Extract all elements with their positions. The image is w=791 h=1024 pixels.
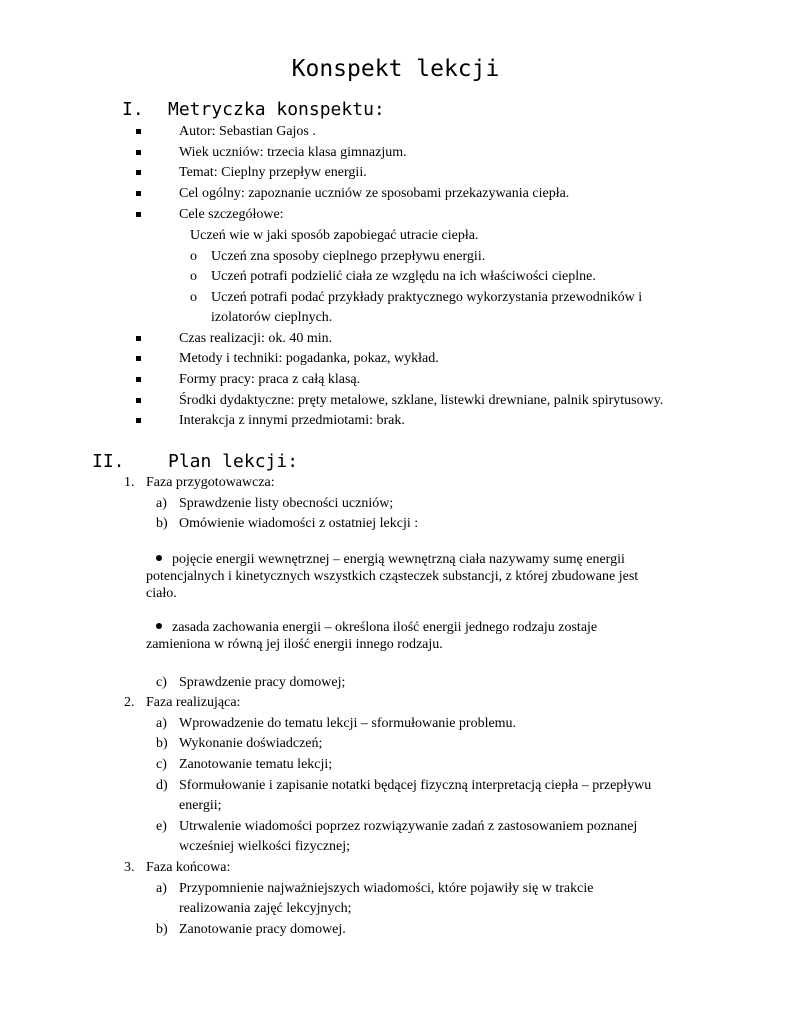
bullet-paragraph: pojęcie energii wewnętrznej – energią wewnętrzną ciała nazywamy sumę energii (156, 550, 625, 570)
item-letter: b) (156, 516, 168, 531)
item-letter: d) (156, 778, 168, 793)
phase-item-continuation: energii; (179, 798, 222, 813)
item-letter: c) (156, 675, 167, 690)
phase-number: 2. (124, 695, 135, 710)
phase-label: Faza przygotowawcza: (146, 475, 275, 490)
phase-label: Faza końcowa: (146, 860, 231, 875)
list-item: Cele szczegółowe: (179, 207, 284, 222)
square-bullet-icon (136, 170, 141, 175)
phase-item: Omówienie wiadomości z ostatniej lekcji : (179, 516, 419, 531)
square-bullet-icon (136, 212, 141, 217)
list-item: Metody i techniki: pogadanka, pokaz, wykład. (179, 351, 439, 366)
item-letter: b) (156, 736, 168, 751)
square-bullet-icon (136, 129, 141, 134)
item-letter: a) (156, 496, 167, 511)
phase-number: 1. (124, 475, 135, 490)
goal-item: Uczeń potrafi podzielić ciała ze względu na ich właściwości cieplne. (211, 269, 596, 284)
item-letter: b) (156, 922, 168, 937)
bullet-paragraph-line: ciało. (146, 586, 177, 601)
round-bullet-icon (156, 623, 162, 629)
square-bullet-icon (136, 398, 141, 403)
phase-item-continuation: realizowania zajęć lekcyjnych; (179, 901, 352, 916)
goal-item: Uczeń potrafi podać przykłady praktycznego wykorzystania przewodników i (211, 290, 643, 305)
phase-item-continuation: wcześniej wielkości fizycznej; (179, 839, 351, 854)
phase-item: Utrwalenie wiadomości poprzez rozwiązywanie zadań z zastosowaniem poznanej (179, 819, 638, 834)
page-title: Konspekt lekcji (291, 56, 500, 82)
item-letter: c) (156, 757, 167, 772)
phase-number: 3. (124, 860, 135, 875)
square-bullet-icon (136, 191, 141, 196)
phase-label: Faza realizująca: (146, 695, 241, 710)
list-item: Czas realizacji: ok. 40 min. (179, 331, 333, 346)
list-item: Formy pracy: praca z całą klasą. (179, 372, 361, 387)
list-item: Wiek uczniów: trzecia klasa gimnazjum. (179, 145, 407, 160)
square-bullet-icon (136, 377, 141, 382)
phase-item: Wykonanie doświadczeń; (179, 736, 323, 751)
phase-item: Sprawdzenie pracy domowej; (179, 675, 346, 690)
goals-intro: Uczeń wie w jaki sposób zapobiegać utracie ciepła. (190, 228, 479, 243)
list-item: Cel ogólny: zapoznanie uczniów ze sposobami przekazywania ciepła. (179, 186, 570, 201)
section-1-number: I. (122, 99, 144, 120)
list-item: Interakcja z innymi przedmiotami: brak. (179, 413, 405, 428)
circle-bullet-icon: o (190, 249, 197, 264)
square-bullet-icon (136, 356, 141, 361)
circle-bullet-icon: o (190, 269, 197, 284)
bullet-paragraph: zasada zachowania energii – określona ilość energii jednego rodzaju zostaje (156, 618, 597, 638)
phase-item: Wprowadzenie do tematu lekcji – sformułowanie problemu. (179, 716, 517, 731)
circle-bullet-icon: o (190, 290, 197, 305)
item-letter: e) (156, 819, 167, 834)
square-bullet-icon (136, 418, 141, 423)
round-bullet-icon (156, 555, 162, 561)
phase-item: Przypomnienie najważniejszych wiadomości, które pojawiły się w trakcie (179, 881, 594, 896)
section-2-number: II. (92, 451, 125, 472)
phase-item: Zanotowanie pracy domowej. (179, 922, 346, 937)
section-1-heading: Metryczka konspektu: (168, 99, 385, 120)
bullet-paragraph-line: potencjalnych i kinetycznych wszystkich cząsteczek substancji, z której zbudowane jest (146, 569, 639, 584)
item-letter: a) (156, 716, 167, 731)
list-item: Temat: Cieplny przepływ energii. (179, 165, 367, 180)
phase-item: Sformułowanie i zapisanie notatki będącej fizyczną interpretacją ciepła – przepływu (179, 778, 652, 793)
section-2-heading: Plan lekcji: (168, 451, 299, 472)
list-item: Autor: Sebastian Gajos . (179, 124, 316, 139)
item-letter: a) (156, 881, 167, 896)
phase-item: Zanotowanie tematu lekcji; (179, 757, 333, 772)
goal-item-continuation: izolatorów cieplnych. (211, 310, 333, 325)
square-bullet-icon (136, 150, 141, 155)
square-bullet-icon (136, 336, 141, 341)
goal-item: Uczeń zna sposoby cieplnego przepływu energii. (211, 249, 486, 264)
bullet-paragraph-line: zamieniona w równą jej ilość energii innego rodzaju. (146, 637, 443, 652)
list-item: Środki dydaktyczne: pręty metalowe, szklane, listewki drewniane, palnik spirytusowy. (179, 393, 664, 408)
phase-item: Sprawdzenie listy obecności uczniów; (179, 496, 394, 511)
